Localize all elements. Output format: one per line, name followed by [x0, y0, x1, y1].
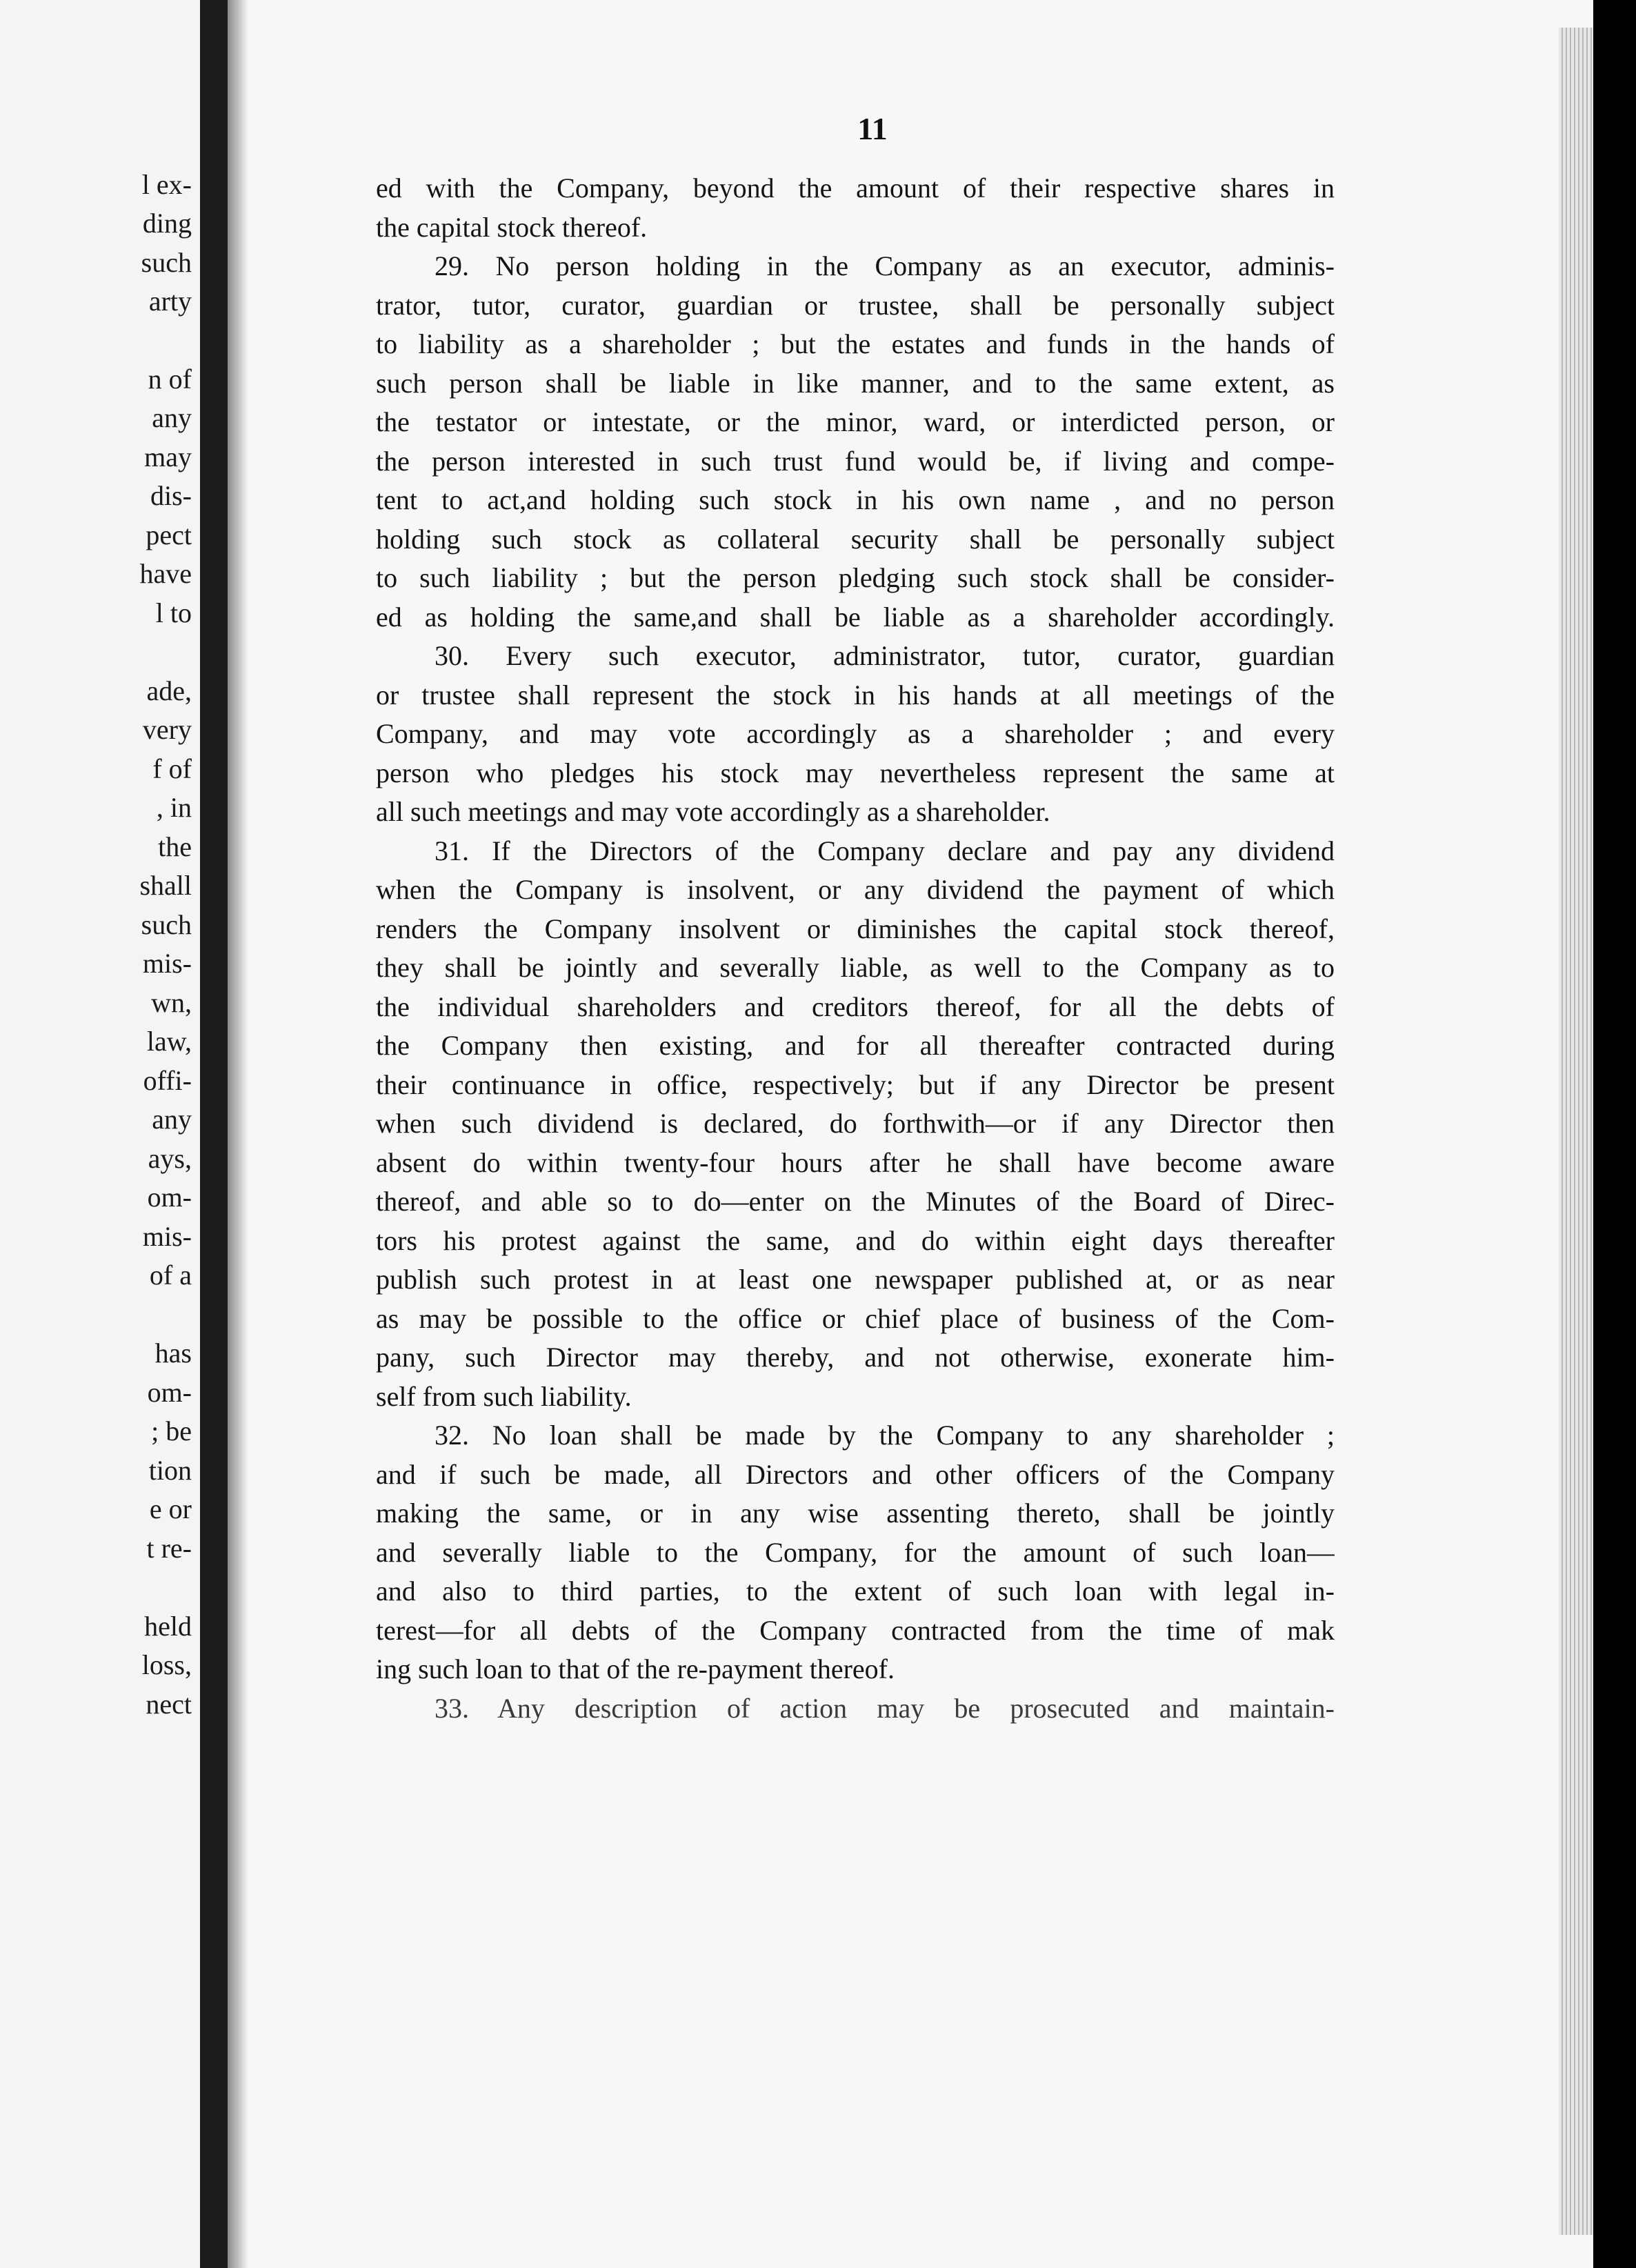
- facing-page-text: arty: [148, 286, 192, 317]
- facing-page-text: any: [152, 402, 192, 433]
- text-line: self from such liability.: [376, 1380, 632, 1412]
- facing-page-text: have: [139, 558, 192, 589]
- facing-page-text: ; be: [151, 1415, 192, 1446]
- facing-page-text: offi-: [143, 1065, 192, 1096]
- facing-page-text: loss,: [141, 1649, 192, 1680]
- text-line: thereof, and able so to do—enter on the Minutes of the Board of Direc-: [376, 1186, 1335, 1217]
- text-line: absent do within twenty-four hours after he shall have become aware: [376, 1146, 1335, 1178]
- facing-page-text: ding: [142, 208, 192, 239]
- text-line: or trustee shall represent the stock in his hands at all meetings of the: [376, 679, 1335, 710]
- book-gutter: [200, 0, 228, 2268]
- facing-page-text: pect: [146, 519, 192, 550]
- facing-page-text: shall: [139, 870, 192, 901]
- text-line: ed with the Company, beyond the amount of their respective shares in: [376, 172, 1335, 203]
- text-line: such person shall be liable in like manner, and to the same extent, as: [376, 367, 1335, 399]
- facing-page-text: wn,: [151, 987, 192, 1018]
- facing-page-text: such: [141, 909, 192, 940]
- text-line: person who pledges his stock may nevertheless represent the same at: [376, 757, 1335, 788]
- text-line: the capital stock thereof.: [376, 211, 648, 243]
- facing-page-text: e or: [149, 1493, 192, 1524]
- facing-page-text: om-: [147, 1377, 192, 1408]
- text-line: the person interested in such trust fund would be, if living and compe-: [376, 445, 1335, 477]
- text-line: the testator or intestate, or the minor, ward, or interdicted person, or: [376, 406, 1335, 437]
- text-line: ing such loan to that of the re-payment thereof.: [376, 1653, 895, 1684]
- section-32-start: 32. No loan shall be made by the Company to any shareholder ;: [435, 1420, 1335, 1451]
- facing-page-text: dis-: [150, 480, 192, 511]
- section-31-start: 31. If the Directors of the Company declare and pay any dividend: [435, 835, 1335, 866]
- text-line: to liability as a shareholder ; but the estates and funds in the hands of: [376, 328, 1335, 359]
- facing-page-text: l to: [155, 597, 192, 628]
- text-line: the Company then existing, and for all thereafter contracted during: [376, 1030, 1335, 1061]
- text-line: pany, such Director may thereby, and not otherwise, exonerate him-: [376, 1342, 1335, 1373]
- facing-page-text: such: [141, 247, 192, 278]
- facing-page-text: nect: [146, 1689, 192, 1720]
- section-29-start: 29. No person holding in the Company as an executor, adminis-: [435, 250, 1335, 281]
- text-line: they shall be jointly and severally liable, as well to the Company as to: [376, 952, 1335, 983]
- section-30-start: 30. Every such executor, administrator, tutor, curator, guardian: [435, 640, 1335, 671]
- facing-page-fragment: [0, 0, 200, 2268]
- text-line: to such liability ; but the person pledging such stock shall be consider-: [376, 562, 1335, 593]
- facing-page-text: has: [154, 1337, 192, 1369]
- text-line: when such dividend is declared, do forthwith—or if any Director then: [376, 1108, 1335, 1139]
- facing-page-text: the: [158, 831, 192, 862]
- text-line: and severally liable to the Company, for the amount of such loan—: [376, 1536, 1335, 1568]
- facing-page-text: of a: [149, 1260, 192, 1291]
- text-line: all such meetings and may vote accordingly as a shareholder.: [376, 796, 1050, 827]
- facing-page-text: ays,: [148, 1143, 192, 1174]
- facing-page-text: t re-: [146, 1533, 192, 1564]
- page-number: 11: [857, 111, 888, 146]
- text-line: holding such stock as collateral security shall be personally subject: [376, 523, 1335, 555]
- page-edges: [1559, 28, 1593, 2235]
- text-line: the individual shareholders and creditors thereof, for all the debts of: [376, 991, 1335, 1022]
- text-line: trator, tutor, curator, guardian or trustee, shall be personally subject: [376, 289, 1335, 321]
- facing-page-text: , in: [156, 792, 192, 823]
- facing-page-text: tion: [148, 1455, 192, 1486]
- text-line: making the same, or in any wise assenting thereto, shall be jointly: [376, 1498, 1335, 1529]
- text-line: tors his protest against the same, and do within eight days thereafter: [376, 1224, 1335, 1256]
- facing-page-text: very: [142, 714, 192, 745]
- text-line: when the Company is insolvent, or any dividend the payment of which: [376, 874, 1335, 905]
- facing-page-text: n of: [148, 364, 192, 395]
- text-line: publish such protest in at least one newspaper published at, or as near: [376, 1264, 1335, 1295]
- facing-page-text: ade,: [146, 675, 192, 706]
- facing-page-text: may: [144, 441, 192, 472]
- facing-page-text: l ex-: [141, 169, 192, 200]
- facing-page-text: held: [144, 1611, 192, 1642]
- facing-page-text: law,: [146, 1026, 192, 1057]
- facing-page-text: om-: [147, 1182, 192, 1213]
- facing-page-text: any: [152, 1104, 192, 1135]
- facing-page-text: mis-: [142, 1221, 192, 1252]
- text-line: terest—for all debts of the Company contracted from the time of mak: [376, 1614, 1335, 1646]
- text-line: ed as holding the same,and shall be liable as a shareholder accordingly.: [376, 601, 1335, 633]
- text-line: renders the Company insolvent or diminishes the capital stock thereof,: [376, 913, 1335, 944]
- body-text: [376, 169, 1335, 1728]
- text-line: and also to third parties, to the extent of such loan with legal in-: [376, 1575, 1335, 1606]
- text-line: as may be possible to the office or chief place of business of the Com-: [376, 1302, 1335, 1334]
- facing-page-text: f of: [152, 753, 192, 784]
- text-line: their continuance in office, respectively; but if any Director be present: [376, 1068, 1335, 1100]
- text-line: and if such be made, all Directors and other officers of the Company: [376, 1458, 1335, 1490]
- section-33-start: 33. Any description of action may be prosecuted and maintain-: [435, 1692, 1335, 1724]
- text-line: tent to act,and holding such stock in his own name , and no person: [376, 484, 1335, 515]
- facing-page-text: mis-: [142, 948, 192, 979]
- gutter-shadow: [228, 0, 248, 2268]
- text-line: Company, and may vote accordingly as a shareholder ; and every: [376, 718, 1335, 749]
